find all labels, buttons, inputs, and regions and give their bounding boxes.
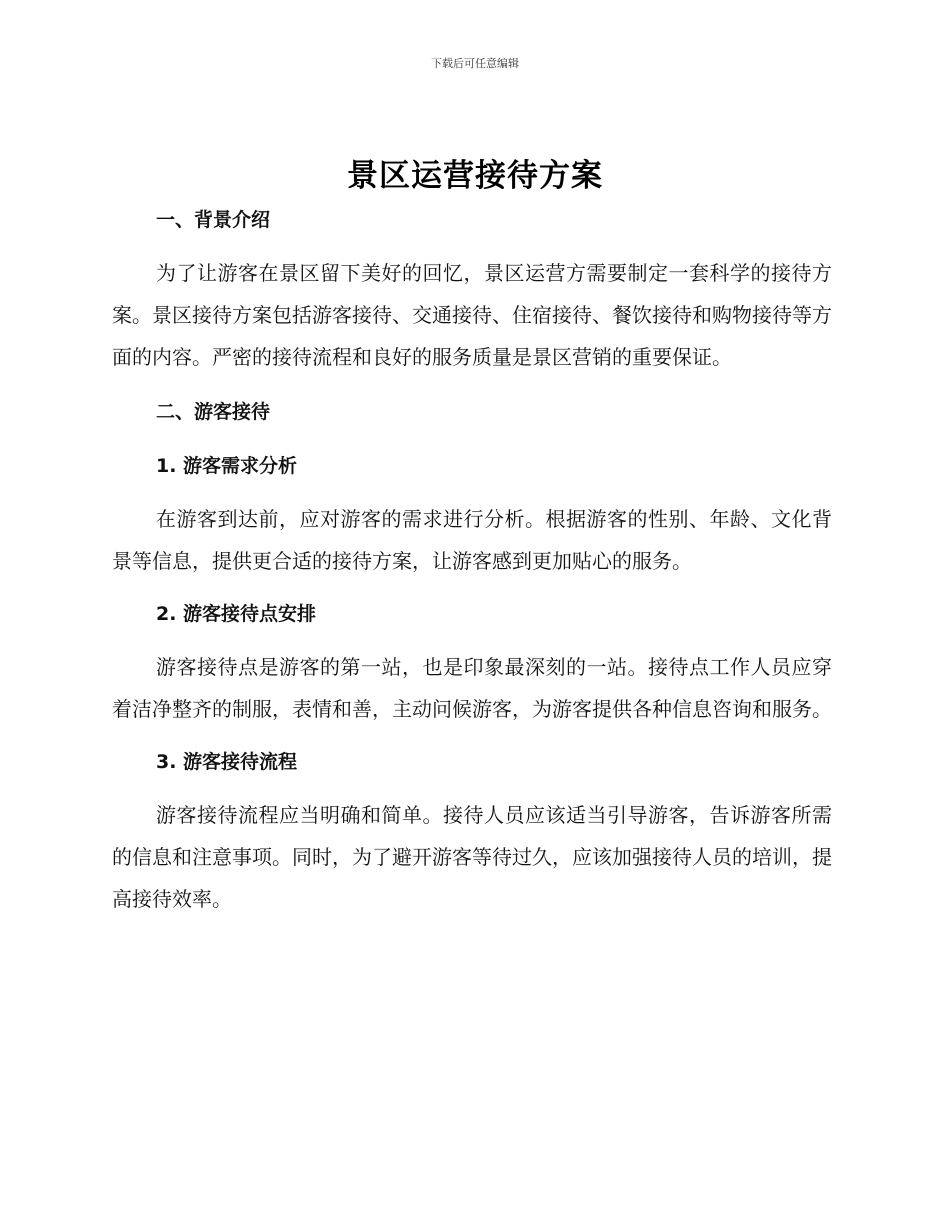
paragraph-demand-analysis: 在游客到达前，应对游客的需求进行分析。根据游客的性别、年龄、文化背景等信息，提供更合适的接待方案，让游客感到更加贴心的服务。 — [112, 507, 832, 573]
document-title: 景区运营接待方案 — [347, 158, 603, 194]
section-heading-visitor-reception: 二、游客接待 — [156, 401, 271, 423]
subheading-demand-analysis: 1. 游客需求分析 — [156, 455, 298, 477]
header-note: 下载后可任意编辑 — [431, 57, 519, 70]
document-body — [112, 200, 832, 920]
section-heading-background: 一、背景介绍 — [156, 209, 271, 231]
paragraph-reception-point: 游客接待点是游客的第一站，也是印象最深刻的一站。接待点工作人员应穿着洁净整齐的制服，表情和善，主动问候游客，为游客提供各种信息咨询和服务。 — [112, 655, 832, 721]
paragraph-reception-process: 游客接待流程应当明确和简单。接待人员应该适当引导游客，告诉游客所需的信息和注意事项。同时，为了避开游客等待过久，应该加强接待人员的培训，提高接待效率。 — [112, 803, 832, 911]
subheading-reception-process: 3. 游客接待流程 — [156, 751, 298, 773]
paragraph-background: 为了让游客在景区留下美好的回忆，景区运营方需要制定一套科学的接待方案。景区接待方案包括游客接待、交通接待、住宿接待、餐饮接待和购物接待等方面的内容。严密的接待流程和良好的服务质量是景区营销的重要保证。 — [112, 261, 832, 369]
subheading-reception-point: 2. 游客接待点安排 — [156, 603, 317, 625]
